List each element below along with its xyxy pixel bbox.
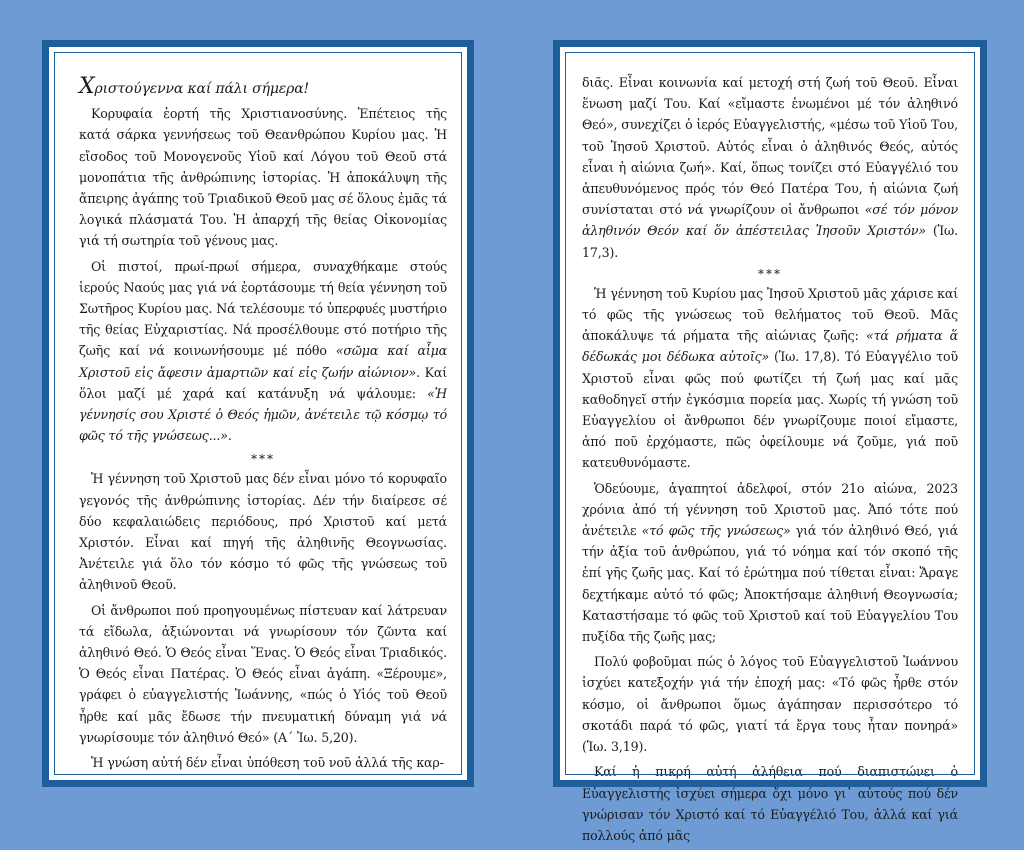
- paragraph: [582, 72, 958, 263]
- left-page-text: [79, 67, 447, 777]
- text-run: .: [227, 428, 232, 444]
- quote-text: «τά ρήματα ἅ δέδωκάς μοι δέδωκα αὐτοῖς»: [582, 328, 959, 365]
- paragraph: [582, 283, 958, 474]
- title-initial: Χ: [79, 74, 95, 99]
- text-run: διᾶς. Εἶναι κοινωνία καί μετοχή στή ζωή τοῦ Θεοῦ. Εἶναι ἕνωση μαζί Του. Καί «εἴμαστε ἑνωμένοι μέ τόν ἀληθινό Θεό», συνεχίζει ὁ ἱερός Εὐαγγελιστής, «μέσω τοῦ Υἱοῦ Του, τοῦ Ἰησοῦ Χριστοῦ. Αὐτός εἶναι ὁ ἀληθινός Θεός, αὐτός εἶναι ἡ αἰώνια ζωή». Καί, ὅπως τονίζει στό Εὐαγγέλιό του ἀπευθυνόμενος πρός τόν Θεό Πατέρα Του, ἡ αἰώνια ζωή συνίσταται στό νά γνωρίζουν οἱ ἄνθρωποι: [582, 75, 958, 218]
- quote-text: «τό φῶς τῆς γνώσεως»: [641, 523, 791, 539]
- paragraph: Πολύ φοβοῦμαι πώς ὁ λόγος τοῦ Εὐαγγελιστοῦ Ἰωάννου ἰσχύει κατεξοχήν γιά τήν ἐποχή μας: «Τό φῶς ἦρθε στόν κόσμο, οἱ ἄνθρωποι ὅμως ἀγάπησαν περισσότερο τό σκοτάδι παρά τό φῶς, γιατί τά ἔργα τους ἦταν πονηρά» (Ἰω. 3,19).: [582, 654, 958, 755]
- section-separator: ***: [251, 452, 275, 467]
- left-page-border: [47, 45, 469, 782]
- paragraph: [582, 478, 958, 648]
- paragraph: Οἱ ἄνθρωποι πού προηγουμένως πίστευαν καί λάτρευαν τά εἴδωλα, ἀξιώνονται νά γνωρίσουν τόν ζῶντα καί ἀληθινό Θεό. Ὁ Θεός εἶναι Ἕνας. Ὁ Θεός εἶναι Τριαδικός. Ὁ Θεός εἶναι Πατέρας. Ὁ Θεός εἶναι ἀγάπη. «Ξέρουμε», γράφει ὁ εὐαγγελιστής Ἰωάννης, «πώς ὁ Υἱός τοῦ Θεοῦ ἦρθε καί μᾶς ἔδωσε τήν πνευματική δύναμη γιά νά γνωρίσουμε τόν ἀληθινό Θεό» (Α΄ Ἰω. 5,20).: [79, 602, 447, 745]
- text-run: Ἡ γέννηση τοῦ Κυρίου μας Ἰησοῦ Χριστοῦ μᾶς χάρισε καί τό φῶς τῆς γνώσεως τοῦ θελήματος τοῦ Θεοῦ. Μᾶς ἀποκάλυψε τά ρήματα τῆς αἰώνιας ζωῆς:: [582, 285, 958, 344]
- paragraph: Καί ἡ πικρή αὐτή ἀλήθεια πού διαπιστώνει ὁ Εὐαγγελιστής ἰσχύει σήμερα ὄχι μόνο γι᾽ αὐτούς πού δέν γνώρισαν τόν Χριστό καί τό Εὐαγγέλιό Του, ἀλλά καί γιά πολλούς ἀπό μᾶς: [582, 764, 958, 843]
- text-run: (Ἰω. 17,3).: [582, 223, 958, 260]
- quote-text: «Ἡ γέννησίς σου Χριστέ ὁ Θεός ἡμῶν, ἀνέτειλε τῷ κόσμῳ τό φῶς τό τῆς γνώσεως...»: [79, 385, 447, 444]
- section-separator: ***: [758, 266, 782, 281]
- text-run: . Καί ὅλοι μαζί μέ χαρά καί κατάνυξη νά ψάλουμε:: [79, 364, 448, 401]
- left-page: [42, 40, 474, 787]
- text-run: Οἱ πιστοί, πρωί-πρωί σήμερα, συναχθήκαμε στούς ἱερούς Ναούς μας γιά νά ἑορτάσουμε τή θεία γέννηση τοῦ Σωτῆρος Κυρίου μας. Νά τελέσουμε τό ὑπερφυές μυστήριο τῆς θείας Εὐχαριστίας. Νά προσέλθουμε στό ποτήριο τῆς ζωῆς καί νά κοινωνήσουμε μέ πόθο: [79, 258, 447, 359]
- page-title: [79, 74, 447, 100]
- right-page-border: [558, 45, 982, 843]
- paragraph: Ἡ γνώση αὐτή δέν εἶναι ὑπόθεση τοῦ νοῦ ἀλλά τῆς καρ-: [91, 755, 444, 771]
- text-run: (Ἰω. 17,8). Τό Εὐαγγέλιο τοῦ Χριστοῦ εἶναι φῶς πού φωτίζει τή ζωή μας καί μᾶς καθοδηγεῖ στήν ἐγκόσμια πορεία μας. Χωρίς τή γνώση τοῦ Εὐαγγελίου οἱ ἄνθρωποι δέν γνωρίζουμε ποιοί εἴμαστε, ἀπό ποῦ ἐρχόμαστε, πῶς ὀφείλουμε νά ζοῦμε, γιά ποῦ κατευθυνόμαστε.: [582, 349, 958, 471]
- paragraph: Ἡ γέννηση τοῦ Χριστοῦ μας δέν εἶναι μόνο τό κορυφαῖο γεγονός τῆς ἀνθρώπινης ἱστορίας. Δέν τήν διαίρεσε σέ δύο κεφαλαιώδεις περιόδους, πρό Χριστοῦ καί μετά Χριστόν. Εἶναι καί πηγή τῆς ἀληθινῆς Θεογνωσίας. Ἀνέτειλε γιά ὅλο τόν κόσμο τό φῶς τῆς γνώσεως τοῦ ἀληθινοῦ Θεοῦ.: [79, 471, 447, 593]
- quote-text: «σῶμα καί αἷμα Χριστοῦ εἰς ἄφεσιν ἁμαρτιῶν καί εἰς ζωήν αἰώνιον»: [79, 343, 448, 380]
- paragraph: Κορυφαία ἑορτή τῆς Χριστιανοσύνης. Ἐπέτειος τῆς κατά σάρκα γεννήσεως τοῦ Θεανθρώπου Κυρίου μας. Ἡ εἴσοδος τοῦ Μονογενοῦς Υἱοῦ καί Λόγου τοῦ Θεοῦ στά μονοπάτια τῆς ἀνθρώπινης ἱστορίας. Ἡ ἀποκάλυψη τῆς ἄπειρης ἀγάπης τοῦ Τριαδικοῦ Θεοῦ μας σέ ὅλους ἐμᾶς τά λογικά πλάσματά Του. Ἡ ἀπαρχή τῆς θείας Οἰκονομίας γιά τή σωτηρία τοῦ γένους μας.: [79, 106, 447, 249]
- right-page: [553, 40, 987, 843]
- text-run: Ὁδεύουμε, ἀγαπητοί ἀδελφοί, στόν 21ο αἰώνα, 2023 χρόνια ἀπό τή γέννηση τοῦ Χριστοῦ μας. Ἀπό τότε πού ἀνέτειλε: [582, 480, 958, 539]
- paragraph: [79, 256, 447, 447]
- right-page-text: [582, 72, 958, 850]
- title-text: ριστούγεννα καί πάλι σήμερα!: [94, 81, 309, 97]
- text-run: γιά τόν ἀληθινό Θεό, γιά τήν ἀξία τοῦ ἀνθρώπου, γιά τό νόημα καί τόν σκοπό τῆς ἐπί γῆς ζωῆς μας. Καί τό ἐρώτημα πού τίθεται εἶναι: Ἄραγε δεχτήκαμε αὐτό τό φῶς; Ἀποκτήσαμε ἀληθινή Θεογνωσία; Καταστήσαμε τό φῶς τοῦ Χριστοῦ καί τοῦ Εὐαγγελίου Του πυξίδα τῆς ζωῆς μας;: [582, 523, 958, 645]
- quote-text: «σέ τόν μόνον ἀληθινόν Θεόν καί ὅν ἀπέστειλας Ἰησοῦν Χριστόν»: [582, 202, 958, 239]
